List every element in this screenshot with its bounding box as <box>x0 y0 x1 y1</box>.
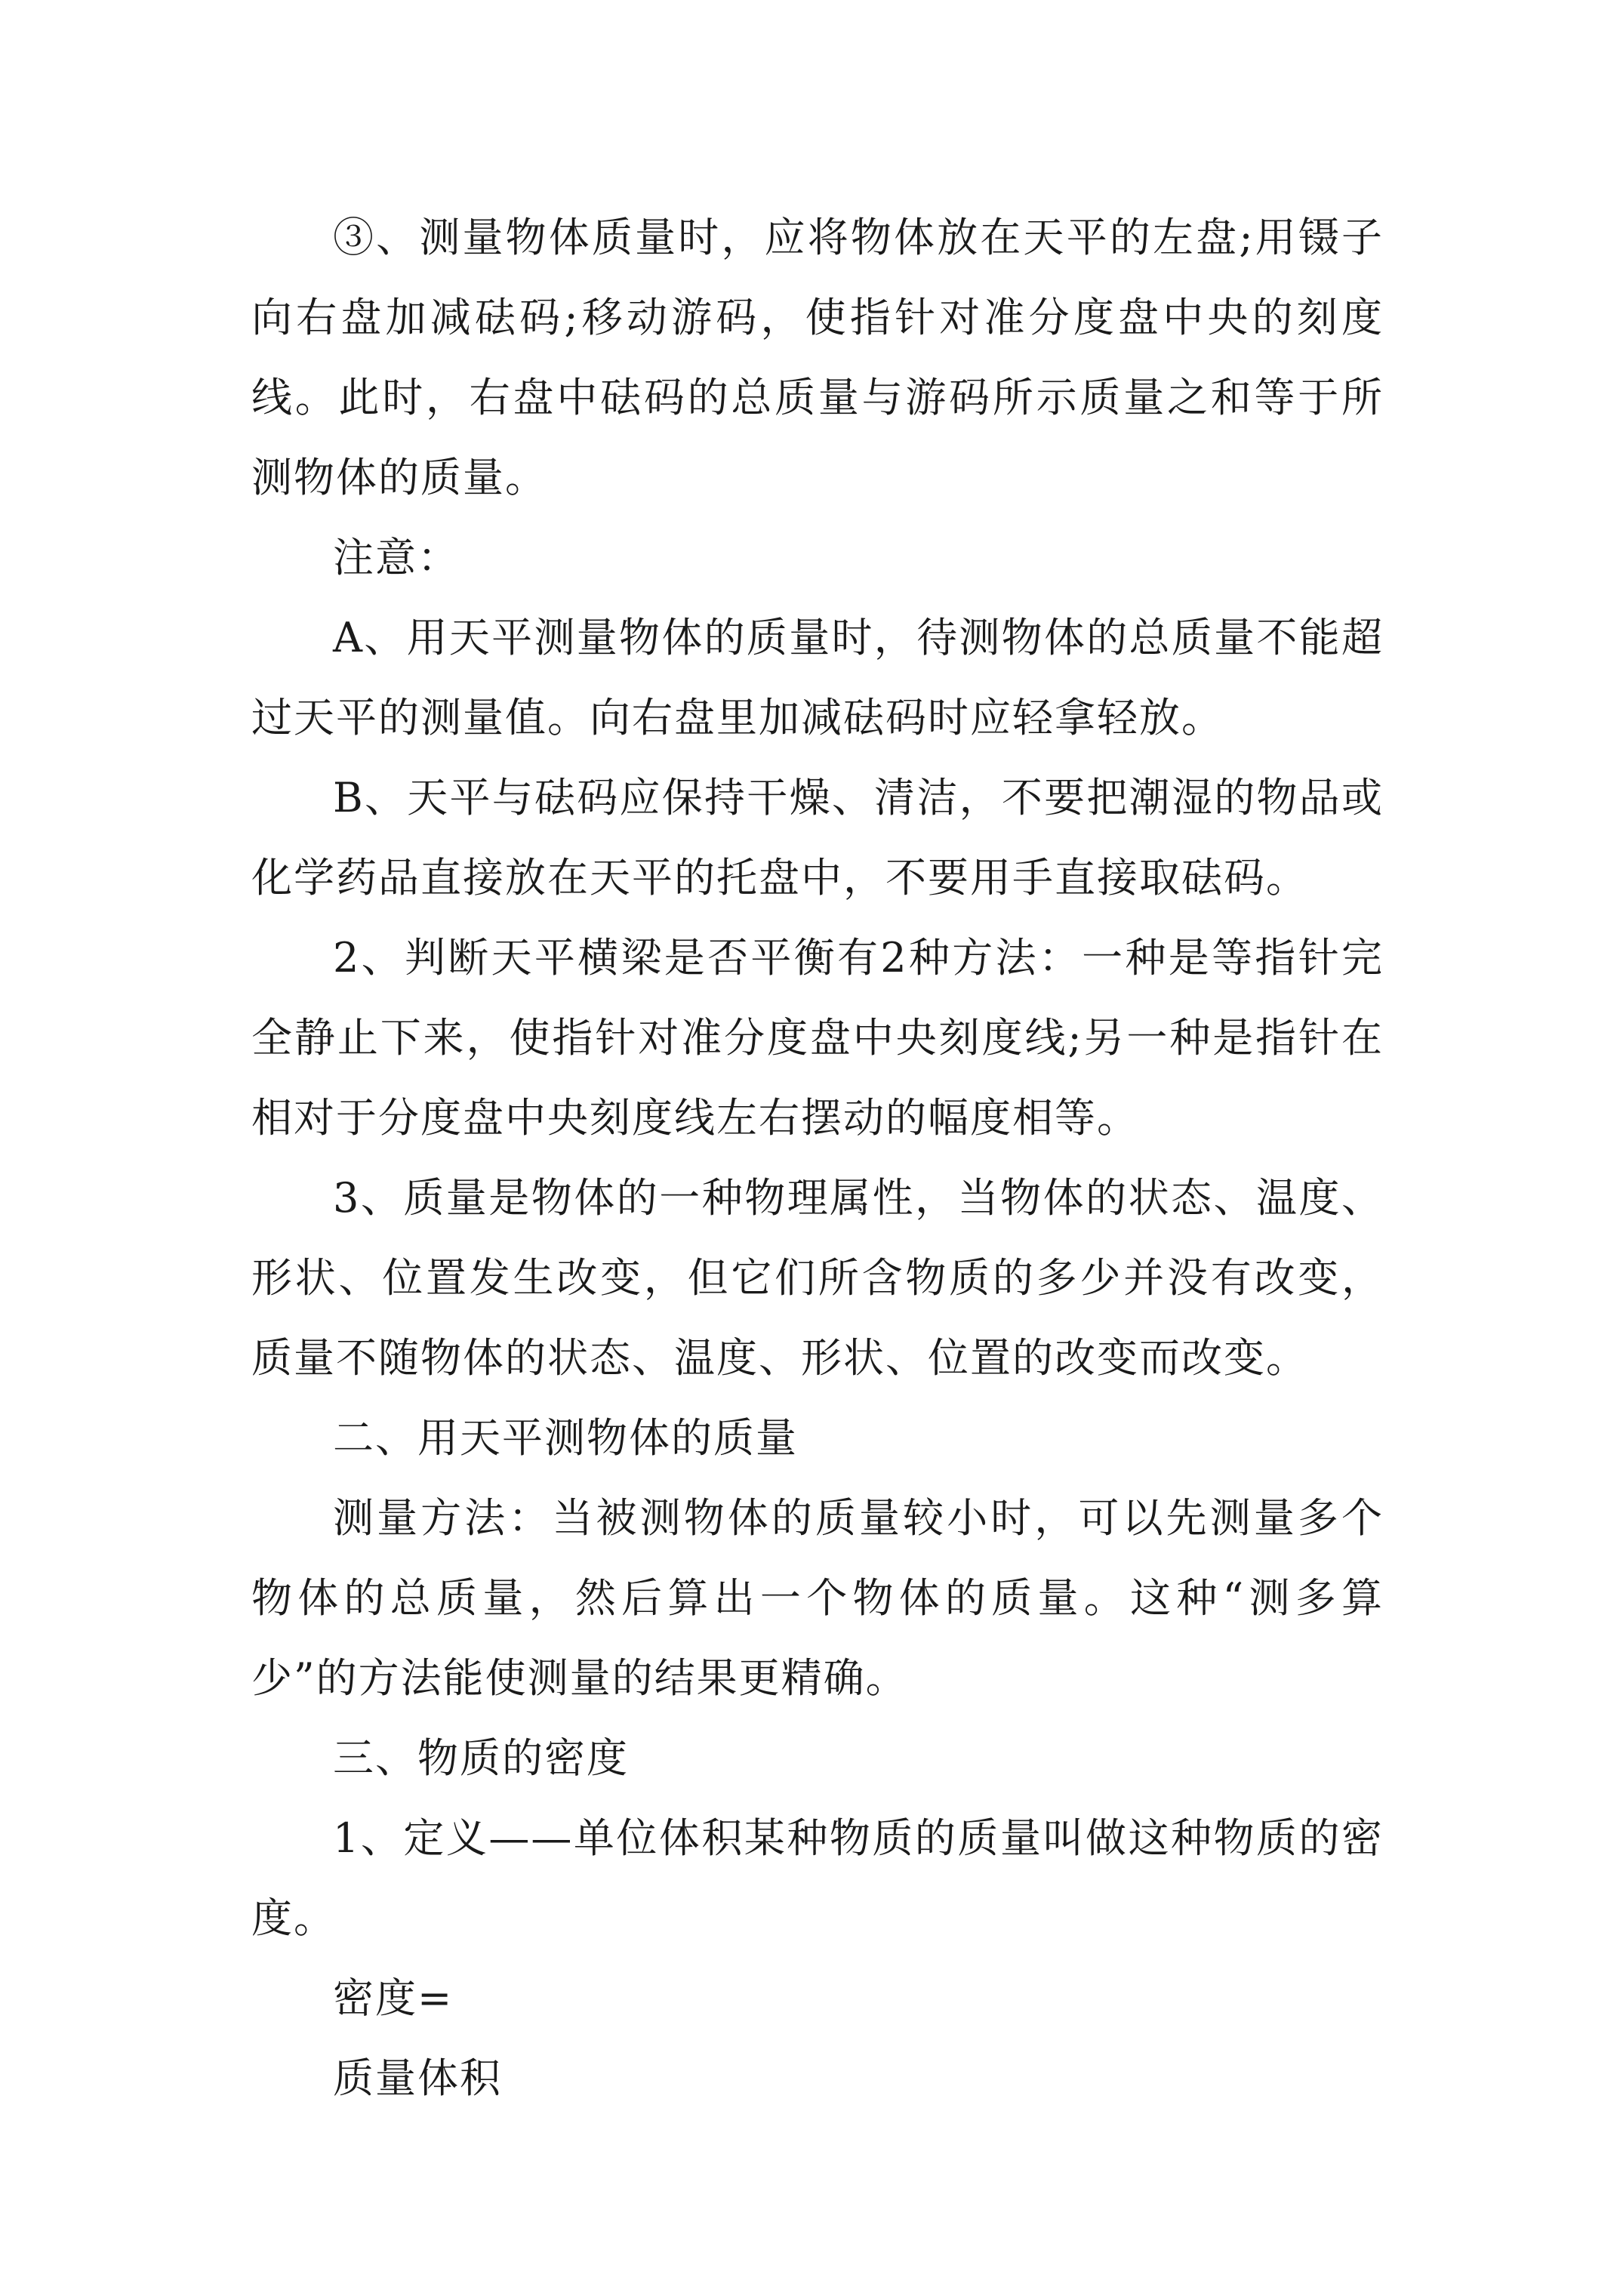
formula-density-rhs: 质量体积 <box>333 2054 502 2102</box>
paragraph-notice-b: B、天平与砝码应保持干燥、清洁，不要把潮湿的物品或化学药品直接放在天平的托盘中，不要用手直接取砝码。 <box>251 774 1384 901</box>
document-body <box>251 198 1384 2119</box>
paragraph-balance-methods: 2、判断天平横梁是否平衡有2种方法：一种是等指针完全静止下来，使指针对准分度盘中央刻度线;另一种是指针在相对于分度盘中央刻度线左右摆动的幅度相等。 <box>251 934 1384 1142</box>
section-heading-3: 三、物质的密度 <box>333 1734 629 1782</box>
formula-density-lhs: 密度= <box>333 1974 454 2022</box>
paragraph-notice-a: A、用天平测量物体的质量时，待测物体的总质量不能超过天平的测量值。向右盘里加减砝码时应轻拿轻放。 <box>251 614 1384 741</box>
paragraph-step-3-weighing: ③、测量物体质量时，应将物体放在天平的左盘;用镊子向右盘加减砝码;移动游码，使指针对准分度盘中央的刻度线。此时，右盘中砝码的总质量与游码所示质量之和等于所测物体的质量。 <box>251 214 1384 501</box>
paragraph-mass-property: 3、质量是物体的一种物理属性，当物体的状态、温度、形状、位置发生改变，但它们所含物质的多少并没有改变，质量不随物体的状态、温度、形状、位置的改变而改变。 <box>251 1174 1384 1382</box>
paragraph-notice-heading: 注意： <box>333 534 460 581</box>
section-heading-2: 二、用天平测物体的质量 <box>333 1414 798 1462</box>
paragraph-measuring-method: 测量方法：当被测物体的质量较小时，可以先测量多个物体的总质量，然后算出一个物体的质量。这种“测多算少”的方法能使测量的结果更精确。 <box>251 1494 1384 1702</box>
paragraph-density-definition: 1、定义——单位体积某种物质的质量叫做这种物质的密度。 <box>251 1814 1384 1942</box>
